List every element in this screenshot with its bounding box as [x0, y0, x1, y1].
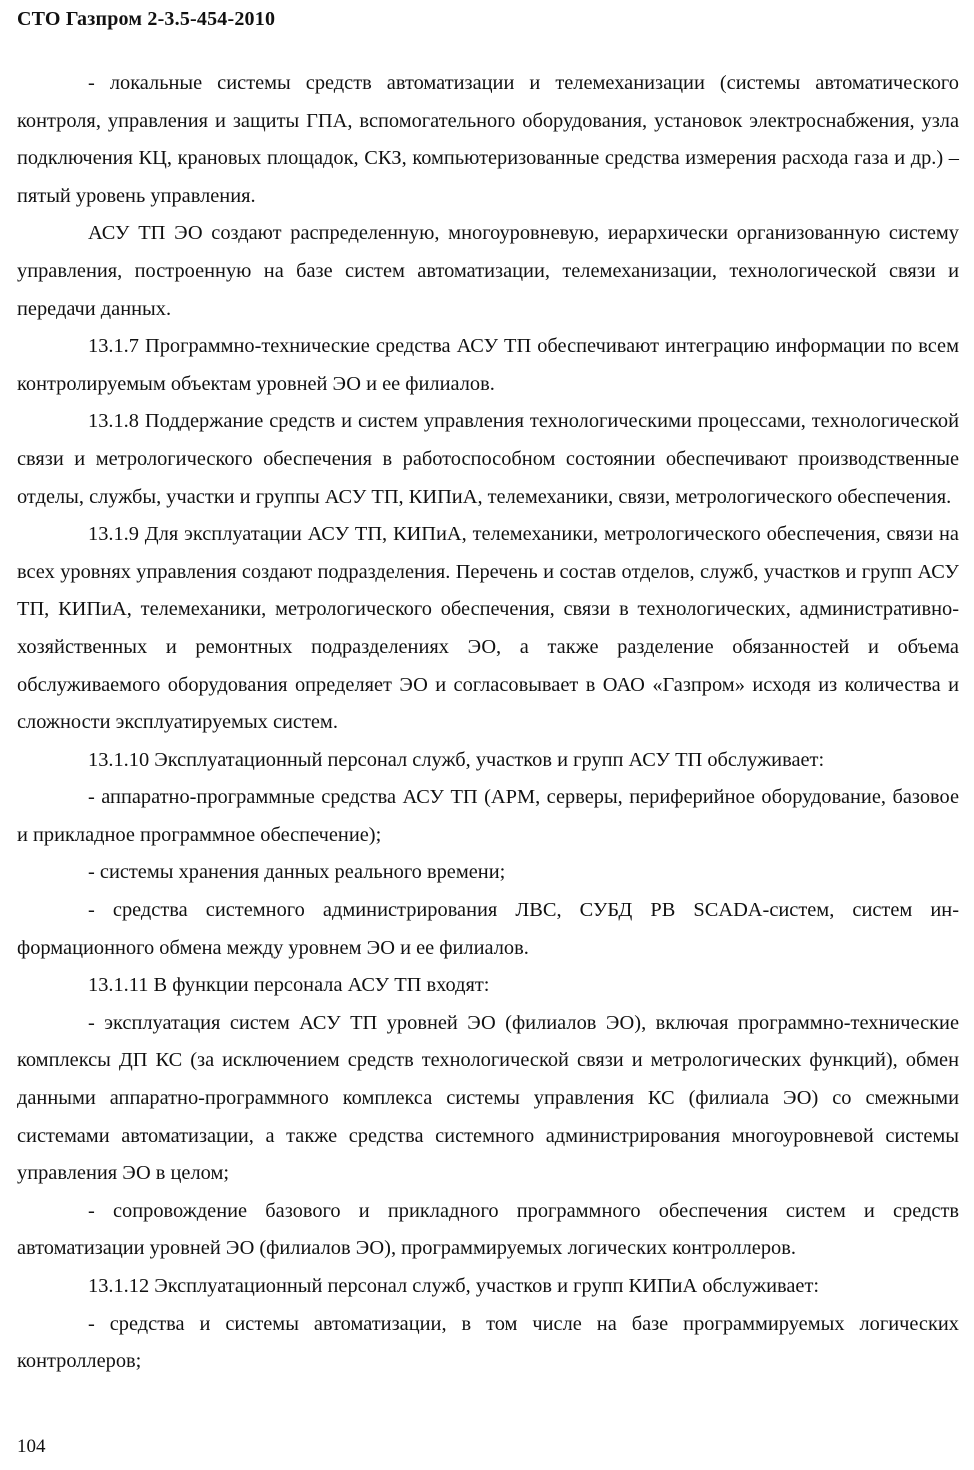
paragraph: 13.1.12 Эксплуатационный персонал служб, участков и групп КИПиА обслуживает: — [88, 1275, 820, 1297]
page-number: 104 — [17, 1436, 46, 1457]
paragraph: - сопровождение базового и прикладного программного обеспечения систем и средств автоматизации уровней ЭО (филиалов ЭО), программируемых логических контроллеров. — [17, 1199, 959, 1260]
document-body — [17, 65, 959, 1381]
paragraph: 13.1.8 Поддержание средств и систем управления технологическими процессами, технологической связи и метрологического обеспечения в работоспособном состоянии обеспечивают производственные отделы, службы, участки и группы АСУ ТП, КИПиА, телемеханики, связи, метрологического обеспечения. — [17, 410, 959, 508]
paragraph: - аппаратно-программные средства АСУ ТП (АРМ, серверы, периферийное оборудование, базовое и прикладное программное обеспечение); — [17, 786, 959, 846]
paragraph: 13.1.11 В функции персонала АСУ ТП входят: — [88, 974, 490, 997]
paragraph: 13.1.7 Программно-технические средства АСУ ТП обеспечивают интеграцию информации по всем контролируемым объектам уровней ЭО и ее филиалов. — [17, 335, 959, 395]
paragraph: - эксплуатация систем АСУ ТП уровней ЭО (филиалов ЭО), включая программно-технические комплексы ДП КС (за исключением средств технологической связи и метрологических функций), обмен данными аппаратно-программного комплекса системы управления КС (филиала ЭО) со смежными системами автоматизации, а также средства системного администрирования многоуровневой системы управления ЭО в целом; — [17, 1011, 959, 1185]
paragraph: - системы хранения данных реального времени; — [88, 861, 506, 884]
paragraph: - средства и системы автоматизации, в том числе на базе программируемых логических контроллеров; — [17, 1312, 959, 1373]
document-header: СТО Газпром 2-3.5-454-2010 — [17, 8, 276, 30]
paragraph: 13.1.9 Для эксплуатации АСУ ТП, КИПиА, телемеханики, метрологического обеспечения, связи на всех уровнях управления создают подразделения. Перечень и состав отделов, служб, участков и групп АСУ ТП, КИПиА, телемеханики, метрологического обеспечения, связи в технологических, административно-хозяйственных и ремонтных подразделениях ЭО, а также разделение обязанностей и объема обслуживаемого оборудования определяет ЭО и согласовывает в ОАО «Газпром» исходя из количества и сложности эксплуатируемых систем. — [17, 523, 959, 734]
paragraph: 13.1.10 Эксплуатационный персонал служб, участков и групп АСУ ТП обслуживает: — [88, 748, 825, 771]
paragraph: - локальные системы средств автоматизации и телемеханизации (системы автоматического контроля, управления и защиты ГПА, вспомогательного оборудования, установок электроснабжения, узла подключения КЦ, крановых площадок, СКЗ, компьютеризованные средства измерения расхода газа и др.) – пятый уровень управления. — [17, 72, 959, 207]
paragraph: АСУ ТП ЭО создают распределенную, многоуровневую, иерархически организованную систему управления, построенную на базе систем автоматизации, телемеханизации, технологической связи и передачи данных. — [17, 222, 959, 320]
paragraph: - средства системного администрирования ЛВС, СУБД РВ SCADA-систем, систем информационного обмена между уровнем ЭО и ее филиалов. — [17, 899, 959, 959]
